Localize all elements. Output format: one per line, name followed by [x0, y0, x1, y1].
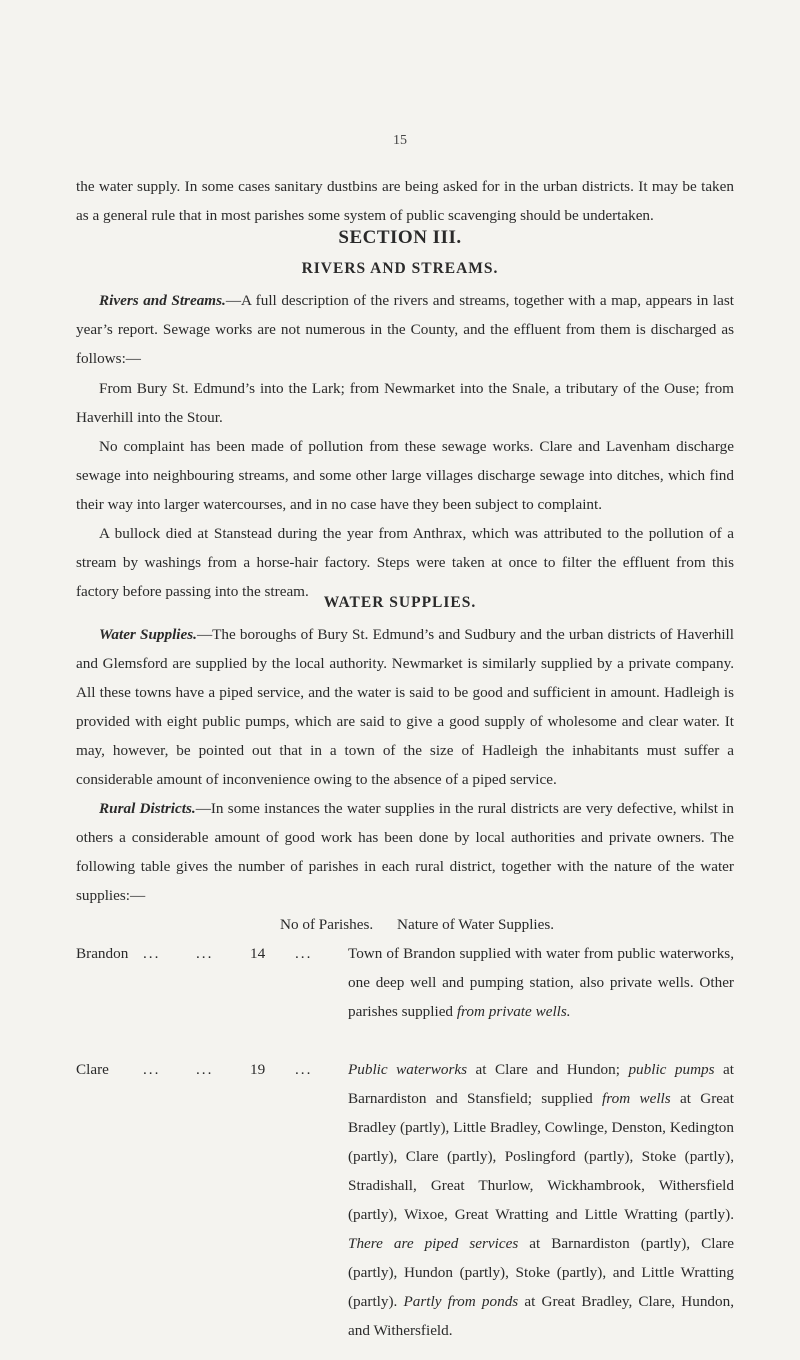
paragraph-water-supply-end: the water supply. In some cases sanitary dustbins are being asked for in the urban districts. It may be taken as a general rule that in most parishes some system of public scavenging should be undertaken. — [76, 178, 734, 224]
page-number: 15 — [393, 133, 407, 148]
paragraph-water-supplies — [76, 620, 734, 794]
district-name: Clare — [76, 1061, 109, 1078]
parish-count: 14 — [250, 945, 266, 962]
paragraph-rural-districts — [76, 794, 734, 910]
nature-text: Town of Brandon supplied with water from public waterworks, one deep well and pumping station, also private wells. Other parishes supplied — [348, 945, 734, 1020]
paragraph-rivers-outfalls: From Bury St. Edmund’s into the Lark; from Newmarket into the Snale, a tributary of the Ouse; from Haverhill into the Stour. — [76, 380, 734, 426]
nature-text: at Barnardiston (partly), Clare (partly), Hundon (partly), Stoke (partly), and Little Wratting (partly). — [348, 1235, 734, 1310]
nature-text: at Great Bradley, Clare, Hundon, and Withersfield. — [348, 1293, 734, 1339]
leader-dots: ... — [143, 945, 161, 962]
leader-dots: ... — [143, 1061, 161, 1078]
leader-dots: ... — [196, 945, 214, 962]
nature-text: at Clare and Hundon; — [467, 1061, 629, 1078]
water-runin: Water Supplies. — [99, 626, 197, 643]
water-supplies-heading: WATER SUPPLIES. — [323, 594, 477, 611]
rivers-heading: RIVERS AND STREAMS. — [301, 260, 499, 277]
nature-italic: from wells — [602, 1090, 671, 1107]
column-header-parishes: No of Parishes. — [280, 916, 374, 933]
leader-dots: ... — [295, 945, 313, 962]
nature-italic: public pumps — [628, 1061, 715, 1078]
nature-text: at Barnardiston and Stansfield; supplied — [348, 1061, 735, 1107]
nature-italic: Partly from ponds — [403, 1293, 519, 1310]
nature-of-supply — [348, 939, 734, 1026]
district-name: Brandon — [76, 945, 129, 962]
rivers-runin: Rivers and Streams. — [99, 292, 226, 309]
nature-of-supply — [348, 1055, 734, 1345]
rural-runin: Rural Districts. — [99, 800, 196, 817]
paragraph-rivers-complaints: No complaint has been made of pollution from these sewage works. Clare and Lavenham discharge sewage into neighbouring streams, and some other large villages discharge sewage into ditches, which find their way into larger watercourses, and in no case have they been subject to complaint. — [76, 438, 734, 513]
paragraph-rivers-intro — [76, 286, 734, 373]
rivers-intro-text: —A full description of the rivers and streams, together with a map, appears in last year’s report. Sewage works are not numerous in the County, and the effluent from them is discharged as follows:— — [76, 292, 734, 367]
column-header-nature: Nature of Water Supplies. — [397, 916, 555, 933]
nature-text: at Great Bradley (partly), Little Bradley, Cowlinge, Denston, Kedington (partly), Clare (partly), Poslingford (partly), Stoke (partly), Stradishall, Great Thurlow, Wickhambrook, Withersfield (partly), Wixoe, Great Wratting and Little Wratting (partly). — [348, 1090, 734, 1223]
parish-count: 19 — [250, 1061, 266, 1078]
section-heading: SECTION III. — [338, 227, 462, 248]
nature-italic: Public waterworks — [348, 1061, 468, 1078]
nature-italic: There are piped services — [348, 1235, 519, 1252]
rural-districts-text: —In some instances the water supplies in the rural districts are very defective, whilst in others a considerable amount of good work has been done by local authorities and private owners. The following table gives the number of parishes in each rural district, together with the nature of the water supplies:— — [76, 800, 734, 904]
paragraph-anthrax: A bullock died at Stanstead during the year from Anthrax, which was attributed to the pollution of a stream by washings from a horse-hair factory. Steps were taken at once to filter the effluent from this factory before passing into the stream. — [76, 525, 734, 600]
water-supplies-text: —The boroughs of Bury St. Edmund’s and Sudbury and the urban districts of Haverhill and Glemsford are supplied by the local authority. Newmarket is similarly supplied by a private company. All these towns have a piped service, and the water is said to be good and sufficient in amount. Hadleigh is provided with eight public pumps, which are said to give a good supply of wholesome and clear water. It may, however, be pointed out that in a town of the size of Hadleigh the inhabitants must suffer a considerable amount of inconvenience owing to the absence of a piped service. — [76, 626, 734, 788]
nature-italic: from private wells. — [456, 1003, 571, 1020]
leader-dots: ... — [196, 1061, 214, 1078]
leader-dots: ... — [295, 1061, 313, 1078]
